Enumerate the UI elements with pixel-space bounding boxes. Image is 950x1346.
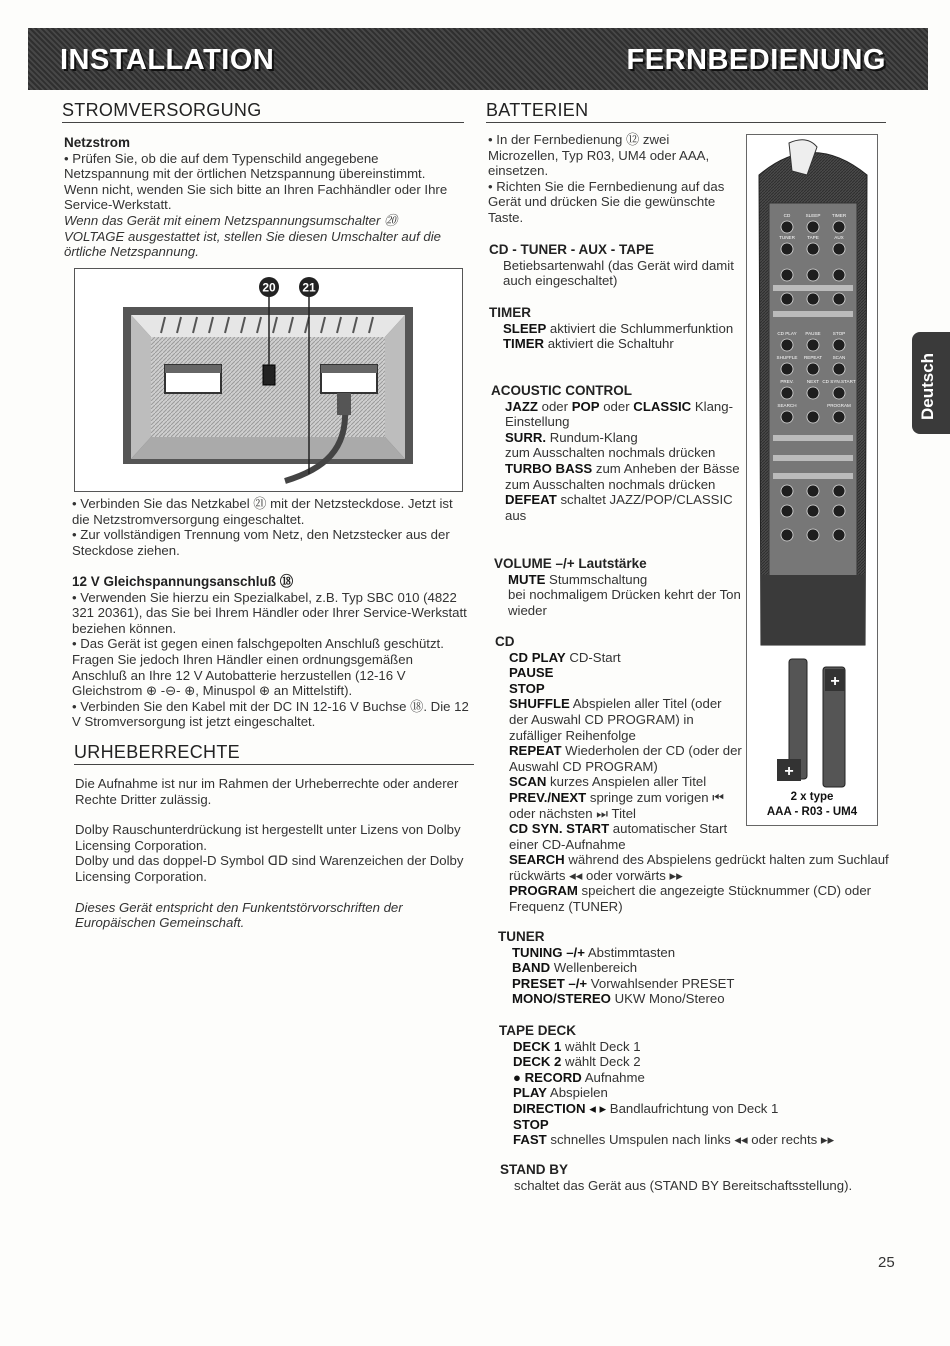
deck1-line: DECK 1 wählt Deck 1 [513, 1038, 641, 1054]
page-number: 25 [878, 1254, 895, 1271]
remote-button-6-40 [781, 387, 793, 399]
banner-title-fernbedienung: FERNBEDIENUNG [626, 44, 886, 76]
remote-button-4-66 [807, 339, 819, 351]
heading-urheberrechte: URHEBERRECHTE [74, 742, 474, 765]
play-line: PLAY Abspielen [513, 1085, 608, 1101]
acoustic-title: ACOUSTIC CONTROL [491, 383, 632, 398]
timer-title: TIMER [489, 305, 531, 320]
jazz-line: JAZZ oder POP oder CLASSIC Klang-Einstellung [505, 398, 733, 430]
mute-desc-line: bei nochmaligem Drücken kehrt der Ton wieder [508, 587, 741, 618]
urheberrechte-p4: Dieses Gerät entspricht den Funkentstörvorschriften der Europäischen Gemeinschaft. [75, 899, 403, 931]
remote-button-7-92 [833, 411, 845, 423]
turbo-line: TURBO BASS zum Anheben der Bässe [505, 460, 740, 476]
remote-bar-2 [773, 435, 853, 441]
preset-line: PRESET –/+ Vorwahlsender PRESET [512, 975, 735, 991]
remote-label-r5-1: NEXT [806, 379, 820, 384]
battery-caption-line2: AAA - R03 - UM4 [766, 806, 858, 818]
remote-button-5-66 [807, 363, 819, 375]
remote-button-0-66 [807, 221, 819, 233]
remote-label-r4-2: SCAN [832, 355, 846, 360]
mono-line: MONO/STEREO UKW Mono/Stereo [512, 991, 725, 1007]
tuning-line: TUNING –/+ Abstimmtasten [512, 944, 676, 960]
language-tab-label: Deutsch [918, 352, 937, 420]
remote-button-5-92 [833, 363, 845, 375]
cd-section-top [495, 634, 743, 852]
remote-label-r3-0: CD PLAY [777, 331, 797, 336]
banner-title-installation: INSTALLATION [60, 44, 275, 76]
remote-label-r4-1: REPEAT [803, 355, 823, 360]
marker-20: 20 [262, 280, 276, 295]
svg-text:+: + [830, 673, 840, 690]
language-tab [912, 332, 950, 434]
urheberrechte-p3: Dolby und das doppel-D Symbol ᗡᗞ sind Warenzeichen der Dolby Licensing Corporation. [75, 853, 464, 884]
turbo-off-line: zum Ausschalten nochmals drücken [505, 476, 716, 492]
remote-label-r2-0: TUNER [779, 235, 795, 240]
remote-button-7-40 [781, 411, 793, 423]
standby-title: STAND BY [500, 1162, 569, 1177]
record-line: ● RECORD Aufnahme [513, 1069, 645, 1085]
remote-bar-1 [773, 311, 853, 317]
fast-line: FAST schnelles Umspulen nach links ◂◂ oder rechts ▸▸ [513, 1132, 835, 1148]
cd-tuner-title: CD - TUNER - AUX - TAPE [489, 242, 654, 257]
direction-line: DIRECTION ◂ ▸ Bandlaufrichtung von Deck 1 [513, 1100, 779, 1116]
scan-line: SCAN kurzes Anspielen aller Titel [509, 774, 707, 790]
remote-label-r6-0: SEARCH [777, 403, 797, 408]
battery-caption-line1: 2 x type [790, 791, 834, 803]
surr-off-line: zum Ausschalten nochmals drücken [505, 445, 716, 461]
program-line: PROGRAM speichert die angezeigte Stücknummer (CD) oder Frequenz (TUNER) [509, 883, 872, 914]
remote-button-9-66 [807, 505, 819, 517]
cd-title: CD [495, 634, 515, 649]
cdsyn-line: CD SYN. START automatischer Start einer CD-Aufnahme [509, 821, 728, 852]
svg-text:+: + [784, 763, 794, 780]
surr-line: SURR. Rundum-Klang [505, 429, 638, 445]
remote-label-r1-0: CD [783, 213, 791, 218]
remote-button-4-92 [833, 339, 845, 351]
remote-button-2-66 [807, 269, 819, 281]
acoustic-section [491, 383, 745, 523]
netzstrom-title: Netzstrom [64, 135, 131, 150]
remote-button-1-92 [833, 243, 845, 255]
heading-batterien: BATTERIEN [486, 100, 886, 123]
urheberrechte-p2: Dolby Rauschunterdrückung ist hergestellt unter Lizens von Dolby Licensing Corporation. [75, 822, 461, 853]
netzstrom-paragraph: • Prüfen Sie, ob die auf dem Typenschild angegebene Netzspannung mit der örtlichen Netzspannung übereinstimmt. Wenn nicht, wenden Sie sich bitte an Ihren Fachhändler oder Ihre Service-Werkstatt. [64, 150, 448, 213]
dc-paragraph-2: • Das Gerät ist gegen einen falschgepolten Anschluß geschützt. Fragen Sie jedoch Ihren Händler einen ordnungsgemäßen Anschluß an Ihre 12 V Autobatterie herzustellen (12-16 V Gleichstrom ⊕ -⊖- ⊕, Minuspol ⊕ an Mittelstift). [72, 636, 444, 699]
modes-section [489, 242, 741, 289]
batterien-p1: • In der Fernbedienung ⑫ zwei Microzellen, Typ R03, UM4 oder AAA, einsetzen. [488, 132, 710, 179]
remote-button-2-92 [833, 269, 845, 281]
remote-button-10-40 [781, 529, 793, 541]
timer-section [489, 305, 741, 352]
remote-button-1-40 [781, 243, 793, 255]
remote-button-3-40 [781, 293, 793, 305]
remote-button-3-92 [833, 293, 845, 305]
remote-label-r3-1: PAUSE [805, 331, 821, 336]
marker-21: 21 [302, 280, 316, 295]
remote-button-10-92 [833, 529, 845, 541]
remote-button-1-66 [807, 243, 819, 255]
volume-title: VOLUME –/+ Lautstärke [494, 556, 647, 571]
remote-bar-3 [773, 455, 853, 461]
shuffle-line: SHUFFLE Abspielen aller Titel (oder der Auswahl CD PROGRAM) in zufälliger Reihenfolge [509, 696, 722, 743]
pause-line: PAUSE [509, 665, 554, 681]
remote-label-r5-0: PREV. [780, 379, 794, 384]
band-line: BAND Wellenbereich [512, 960, 638, 976]
remote-bar-0 [773, 285, 853, 291]
battery-caption [760, 790, 864, 820]
remote-label-r1-2: TIMER [831, 213, 847, 218]
defeat-line: DEFEAT schaltet JAZZ/POP/CLASSIC aus [505, 492, 733, 523]
dc-section [72, 574, 470, 730]
remote-button-0-40 [781, 221, 793, 233]
dc-paragraph-3: • Verbinden Sie den Kabel mit der DC IN 12-16 V Buchse ⑱. Die 12 V Stromversorgung ist jetzt eingeschaltet. [72, 698, 469, 730]
remote-figure [746, 134, 878, 826]
remote-button-9-40 [781, 505, 793, 517]
cdplay-line: CD PLAY CD-Start [509, 649, 621, 665]
netzstrom-section [64, 135, 456, 260]
remote-bar-4 [773, 473, 853, 479]
heading-stromversorgung: STROMVERSORGUNG [62, 100, 464, 123]
remote-button-0-92 [833, 221, 845, 233]
timer-line: TIMER aktiviert die Schaltuhr [503, 336, 674, 352]
deck2-line: DECK 2 wählt Deck 2 [513, 1054, 641, 1070]
sleep-line: SLEEP aktiviert die Schlummerfunktion [503, 320, 734, 336]
remote-button-6-92 [833, 387, 845, 399]
urheberrechte-p1: Die Aufnahme ist nur im Rahmen der Urheberrechte oder anderer Rechte Dritter zulässig. [75, 776, 459, 807]
mute-line: MUTE Stummschaltung [508, 571, 648, 587]
remote-button-5-40 [781, 363, 793, 375]
remote-button-10-66 [807, 529, 819, 541]
cd-section-bottom [495, 852, 900, 914]
dc-title: 12 V Gleichspannungsanschluß ⑱ [72, 574, 294, 589]
standby-section [500, 1162, 900, 1193]
volume-section [494, 556, 744, 618]
remote-control-illustration [747, 135, 877, 825]
remote-button-7-66 [807, 411, 819, 423]
remote-button-6-66 [807, 387, 819, 399]
dc-paragraph-1: • Verwenden Sie hierzu ein Spezialkabel, z.B. Typ SBC 010 (4822 321 20361), das Sie bei Ihrem Händler oder Ihrer Service-Werkstatt beziehen können. [72, 589, 467, 636]
remote-label-r2-2: AUX [834, 235, 844, 240]
stop-line: STOP [509, 680, 545, 696]
netzstecker-paragraph: • Zur vollständigen Trennung vom Netz, den Netzstecker aus der Steckdose ziehen. [72, 527, 450, 558]
remote-button-8-92 [833, 485, 845, 497]
rear-panel-illustration [75, 269, 462, 491]
batterien-p2: • Richten Sie die Fernbedienung auf das Gerät und drücken Sie die gewünschte Taste. [488, 178, 725, 225]
netzkabel-paragraph: • Verbinden Sie das Netzkabel ㉑ mit der Netzsteckdose. Jetzt ist die Netzstromversorgung eingeschaltet. [72, 496, 453, 527]
remote-button-9-92 [833, 505, 845, 517]
remote-label-r2-1: TAPE [807, 235, 819, 240]
remote-label-r5-2: CD SYN.START [822, 379, 856, 384]
remote-button-8-66 [807, 485, 819, 497]
batterien-section [488, 132, 736, 226]
remote-button-2-40 [781, 269, 793, 281]
urheberrechte-section [75, 776, 465, 931]
header-banner [28, 28, 928, 90]
tape-title: TAPE DECK [499, 1023, 577, 1038]
remote-button-3-66 [807, 293, 819, 305]
standby-desc: schaltet das Gerät aus (STAND BY Bereitschaftsstellung). [514, 1177, 853, 1193]
remote-label-r6-2: PROGRAM [827, 403, 851, 408]
tuner-title: TUNER [498, 929, 545, 944]
netzkabel-section [72, 496, 464, 558]
remote-label-r1-1: SLEEP [805, 213, 821, 218]
remote-button-4-40 [781, 339, 793, 351]
netzstrom-italic-note: Wenn das Gerät mit einem Netzspannungsumschalter ⑳ VOLTAGE ausgestattet ist, stellen Sie diesen Umschalter auf die örtliche Netzspannung. [64, 212, 442, 260]
cd-tuner-desc: Betiebsartenwahl (das Gerät wird damit auch eingeschaltet) [503, 257, 734, 289]
remote-label-r4-0: SHUFFLE [776, 355, 798, 360]
rear-panel-figure [74, 268, 463, 492]
tape-section [499, 1023, 899, 1148]
tape-stop-line: STOP [513, 1116, 549, 1132]
prev-next-line: PREV./NEXT springe zum vorigen ⏮ oder nächsten ⏭ Titel [509, 789, 725, 821]
remote-label-r3-2: STOP [832, 331, 846, 336]
remote-button-8-40 [781, 485, 793, 497]
tuner-section [498, 929, 898, 1007]
search-line: SEARCH während des Abspielens gedrückt halten zum Suchlauf rückwärts ◂◂ oder vorwärts ▸▸ [509, 852, 889, 883]
repeat-line: REPEAT Wiederholen der CD (oder der Auswahl CD PROGRAM) [509, 743, 742, 774]
